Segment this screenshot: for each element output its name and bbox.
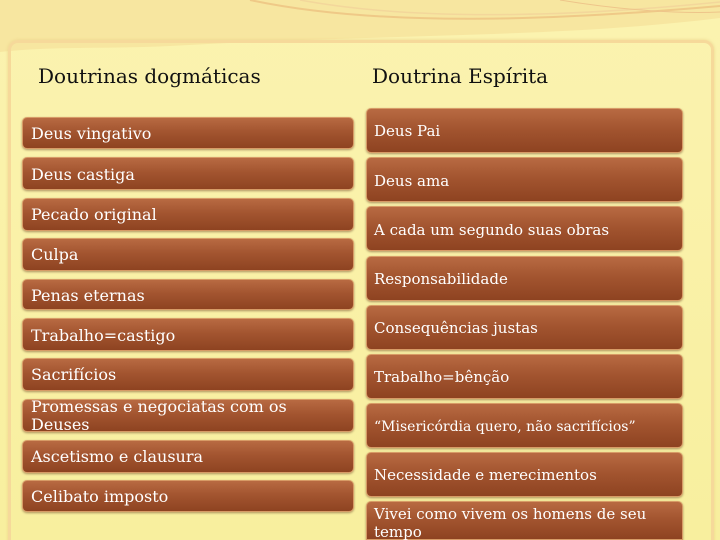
left-item-2	[22, 157, 354, 190]
left-item-8	[22, 399, 354, 432]
right-item-7-text: “Misericórdia quero, não sacrifícios”	[374, 419, 636, 435]
left-item-4-text: Culpa	[31, 245, 79, 264]
right-item-3	[366, 206, 683, 251]
right-item-6	[366, 354, 683, 399]
right-item-9	[366, 501, 683, 540]
left-item-9-text: Ascetismo e clausura	[31, 447, 204, 466]
left-item-6-text: Trabalho=castigo	[31, 326, 176, 345]
right-item-8-text: Necessidade e merecimentos	[374, 466, 597, 484]
left-item-4	[22, 238, 354, 271]
left-item-3	[22, 198, 354, 231]
left-item-10	[22, 480, 354, 512]
left-item-1-text: Deus vingativo	[31, 124, 152, 143]
right-column-heading: Doutrina Espírita	[372, 64, 549, 88]
left-item-8-text: Promessas e negociatas com os Deuses	[31, 397, 287, 434]
right-item-3-text: A cada um segundo suas obras	[374, 221, 610, 239]
left-item-5	[22, 279, 354, 310]
left-item-6	[22, 318, 354, 351]
left-item-1	[22, 117, 354, 149]
left-item-3-text: Pecado original	[31, 205, 157, 224]
right-item-1	[366, 108, 683, 153]
right-item-9-text: Vivei como vivem os homens de seu tempo	[374, 505, 647, 540]
left-item-7	[22, 358, 354, 391]
right-item-1-text: Deus Pai	[374, 122, 441, 140]
right-item-5	[366, 305, 683, 350]
right-item-7	[366, 403, 683, 448]
left-item-10-text: Celibato imposto	[31, 487, 169, 506]
right-item-5-text: Consequências justas	[374, 319, 538, 337]
right-item-2-text: Deus ama	[374, 172, 450, 190]
left-column-heading: Doutrinas dogmáticas	[38, 64, 261, 88]
right-item-8	[366, 452, 683, 497]
left-item-9	[22, 440, 354, 473]
left-item-5-text: Penas eternas	[31, 286, 145, 305]
right-item-6-text: Trabalho=bênção	[374, 368, 510, 386]
right-item-4-text: Responsabilidade	[374, 270, 508, 288]
right-item-4	[366, 256, 683, 301]
left-item-2-text: Deus castiga	[31, 165, 135, 184]
left-item-7-text: Sacrifícios	[31, 365, 117, 384]
right-item-2	[366, 157, 683, 202]
